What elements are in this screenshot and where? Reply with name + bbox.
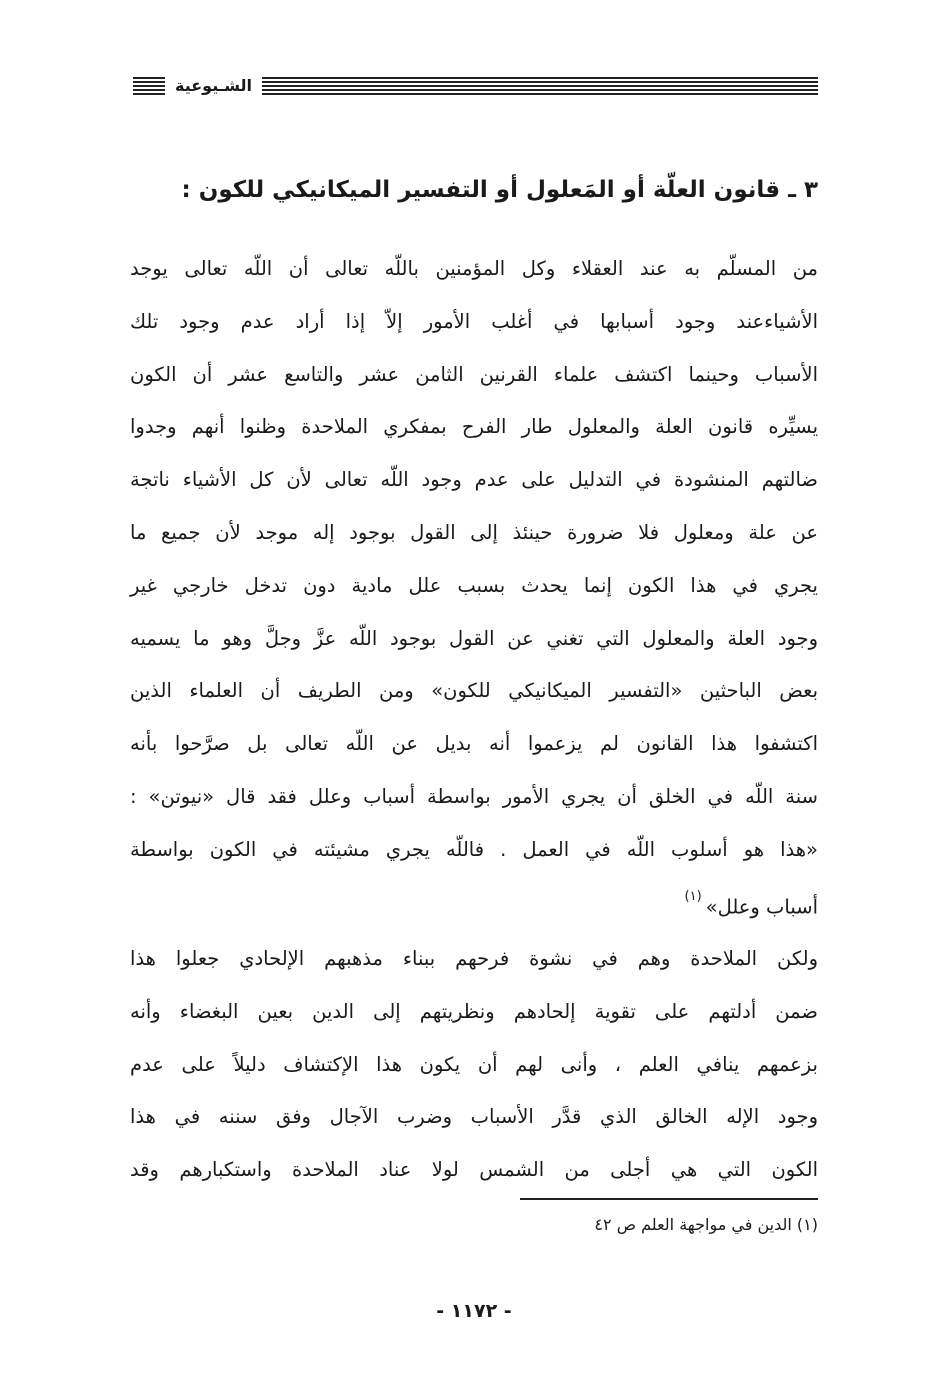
paragraph-line: بعض الباحثين «التفسير الميكانيكي للكون» ومن الطريف أن العلماء الذين (130, 679, 818, 703)
header-rule-right (262, 77, 818, 95)
paragraph-line: الأشياءعند وجود أسبابها في أغلب الأمور إلاّ إذا أراد عدم وجود تلك (130, 309, 818, 333)
paragraph-line: ضالتهم المنشودة في التدليل على عدم وجود اللّه تعالى لأن كل الأشياء ناتجة (130, 468, 818, 492)
footnote: (١) الدين في مواجهة العلم ص ٤٢ (594, 1215, 818, 1234)
paragraph-line: سنة اللّه في الخلق أن يجري الأمور بواسطة أسباب وعلل فقد قال «نيوتن» : (130, 784, 818, 808)
paragraph-line: بزعمهم ينافي العلم ، وأنى لهم أن يكون هذا الإكتشاف دليلاً على عدم (130, 1052, 818, 1076)
footnote-separator (520, 1198, 818, 1200)
paragraph-line: وجود الإله الخالق الذي قدَّر الأسباب وضرب الآجال وفق سننه في هذا (130, 1105, 818, 1129)
paragraph-line: من المسلّم به عند العقلاء وكل المؤمنين باللّه تعالى أن اللّه تعالى يوجد (130, 257, 818, 280)
paragraph-line: يجري في هذا الكون إنما يحدث بسبب علل مادية دون تدخل خارجي غير (130, 573, 818, 597)
paragraph-last-line (130, 877, 818, 934)
paragraph-line: ولكن الملاحدة وهم في نشوة فرحهم ببناء مذهبهم الإلحادي جعلوا هذا (130, 947, 818, 970)
paragraph-line: عن علة ومعلول فلا ضرورة حينئذ إلى القول بوجود إله موجد لأن جميع ما (130, 520, 818, 544)
paragraph-line: وجود العلة والمعلول التي تغني عن القول بوجود اللّه عزَّ وجلَّ وهو ما يسميه (130, 626, 818, 650)
paragraph-1 (130, 243, 818, 934)
footnote-marker[interactable]: (١) (684, 888, 702, 904)
paragraph-line: الكون التي هي أجلى من الشمس لولا عناد الملاحدة واستكبارهم وقد (130, 1158, 818, 1182)
paragraph-2 (130, 933, 818, 1197)
paragraph-line: ضمن أدلتهم على تقوية إلحادهم ونظريتهم إلى الدين بعين البغضاء وأنه (130, 999, 818, 1023)
paragraph-line: اكتشفوا هذا القانون لم يزعموا أنه بديل عن اللّه تعالى بل صرَّحوا بأنه (130, 732, 818, 756)
paragraph-line: «هذا هو أسلوب اللّه في العمل . فاللّه يجري مشيئته في الكون بواسطة (130, 837, 818, 861)
header-title: الشـيوعية (175, 76, 252, 95)
section-heading: ٣ ـ قانون العلّة أو المَعلول أو التفسير الميكانيكي للكون : (181, 177, 818, 203)
header-rule-left (133, 77, 165, 95)
paragraph-line-text: أسباب وعلل» (705, 895, 818, 919)
running-header (133, 74, 818, 98)
paragraph-line: الأسباب وحينما اكتشف علماء القرنين الثامن عشر والتاسع عشر أن الكون (130, 362, 818, 386)
page-number: - ١١٧٢ - (436, 1300, 512, 1322)
paragraph-line: يسيِّره قانون العلة والمعلول طار الفرح بمفكري الملاحدة وظنوا أنهم وجدوا (130, 415, 818, 439)
